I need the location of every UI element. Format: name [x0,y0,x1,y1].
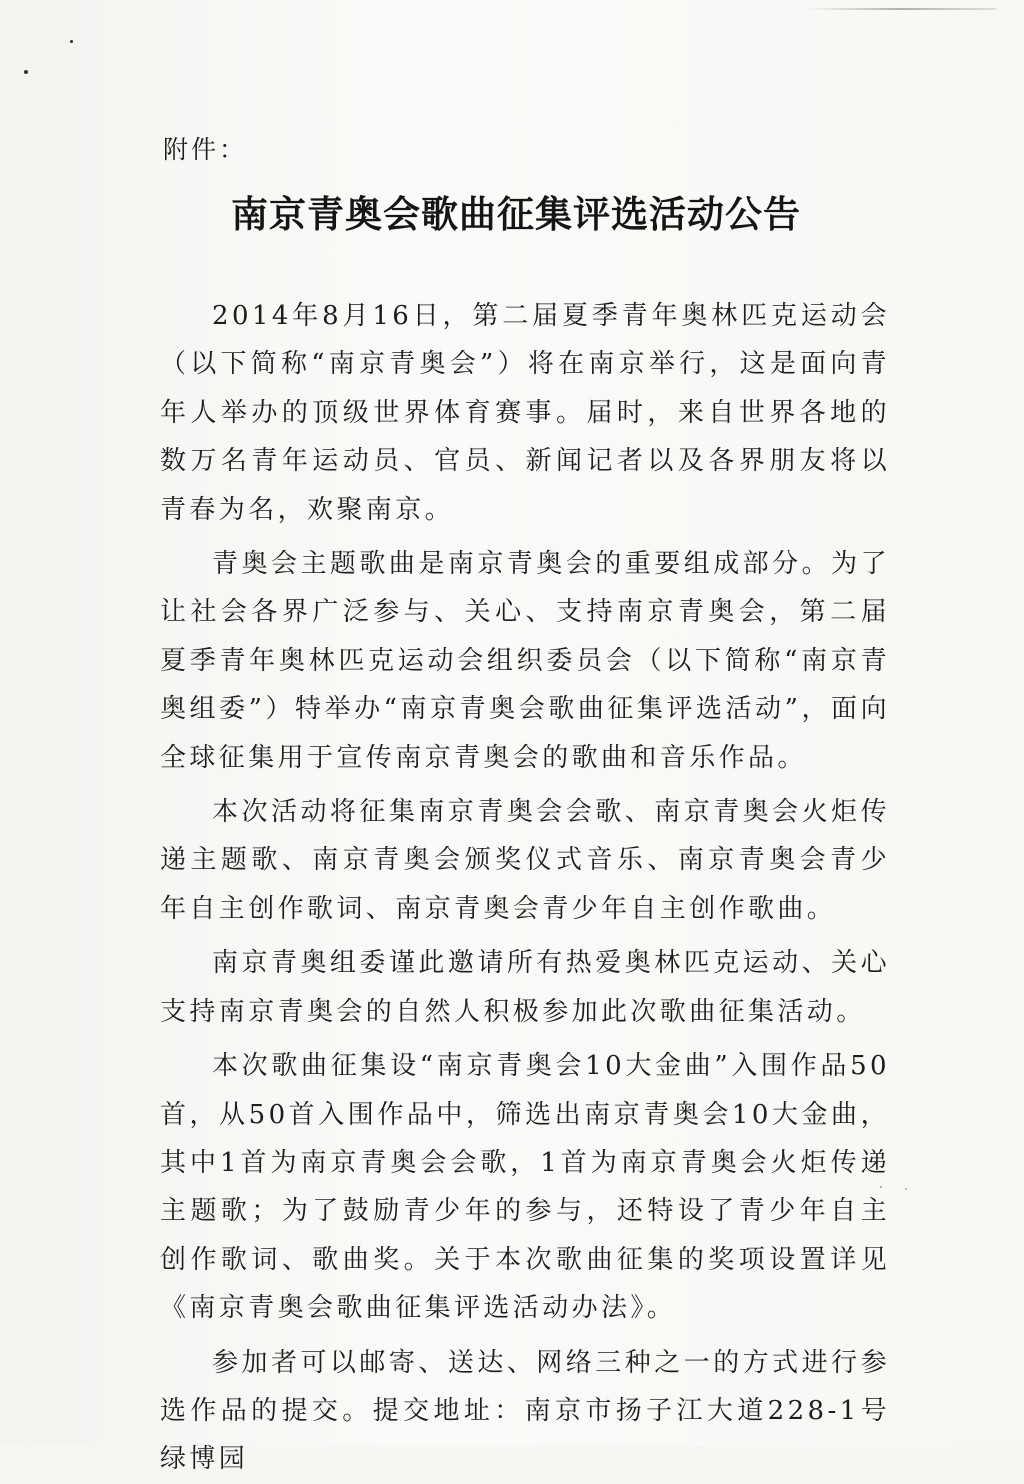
paragraph-categories: 本次活动将征集南京青奥会会歌、南京青奥会火炬传递主题歌、南京青奥会颁奖仪式音乐、南京青奥会青少年自主创作歌词、南京青奥会青少年自主创作歌曲。 [160,797,890,924]
paragraph-awards: 本次歌曲征集设“南京青奥会10大金曲”入围作品50首，从50首入围作品中，筛选出南京青奥会10大金曲，其中1首为南京青奥会会歌，1首为南京青奥会火炬传递主题歌；为了鼓励青少年的参与，还特设了青少年自主创作歌词、歌曲奖。关于本次歌曲征集的奖项设置详见《南京青奥会歌曲征集评选活动办法》。 [160,1051,890,1324]
paragraph-submission: 参加者可以邮寄、送达、网络三种之一的方式进行参选作品的提交。提交地址：南京市扬子江大道228-1号绿博园 [160,1347,890,1475]
document-title: 南京青奥会歌曲征集评选活动公告 [231,193,801,236]
attachment-label: 附件： [163,135,248,164]
document-body [160,292,890,1484]
scan-speck [905,1188,907,1190]
paragraph-purpose: 青奥会主题歌曲是南京青奥会的重要组成部分。为了让社会各界广泛参与、关心、支持南京青奥会，第二届夏季青年奥林匹克运动会组织委员会（以下简称“南京青奥组委”）特举办“南京青奥会歌曲征集评选活动”，面向全球征集用于宣传南京青奥会的歌曲和音乐作品。 [160,549,890,773]
scan-speck [70,40,73,43]
paragraph-intro: 2014年8月16日，第二届夏季青年奥林匹克运动会（以下简称“南京青奥会”）将在南京举行，这是面向青年人举办的顶级世界体育赛事。届时，来自世界各地的数万名青年运动员、官员、新闻记者以及各界朋友将以青春为名，欢聚南京。 [160,301,890,525]
scan-artifact-line [806,8,996,10]
scan-speck [24,70,28,74]
paragraph-invitation: 南京青奥组委谨此邀请所有热爱奥林匹克运动、关心支持南京青奥会的自然人积极参加此次歌曲征集活动。 [160,948,890,1027]
